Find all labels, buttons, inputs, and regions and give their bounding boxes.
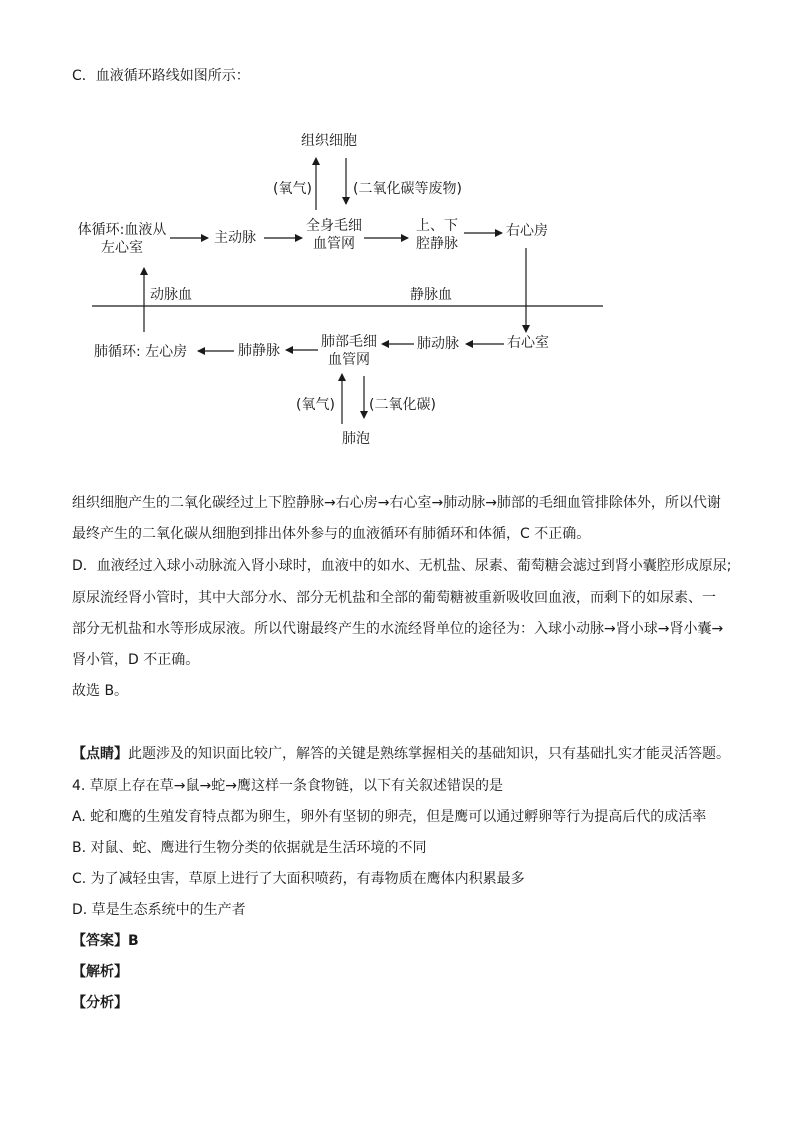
label-body-capillary xyxy=(304,217,364,253)
para-d-line3: 部分无机盐和水等形成尿液。所以代谢最终产生的水流经肾单位的途径为：入球小动脉→肾小球→肾小囊→ xyxy=(72,621,724,637)
conclusion-text: 故选 B。 xyxy=(72,683,129,699)
label-lung-capillary xyxy=(318,333,380,369)
para-d-line2: 原尿流经肾小管时，其中大部分水、部分无机盐和全部的葡萄糖被重新吸收回血液，而剩下的如尿素、一 xyxy=(72,590,716,606)
label-right-atrium: 右心房 xyxy=(506,223,548,239)
label-venous-blood: 静脉血 xyxy=(410,287,452,303)
label-aorta: 主动脉 xyxy=(214,230,256,246)
label-body-capillary-line1: 全身毛细 xyxy=(306,218,362,234)
question4-option-d: D. 草是生态系统中的生产者 xyxy=(72,902,246,918)
dianjing-paragraph xyxy=(72,744,730,764)
label-systemic-start xyxy=(74,221,170,257)
label-alveoli: 肺泡 xyxy=(342,431,370,447)
para-d-line1: D．血液经过入球小动脉流入肾小球时，血液中的如水、无机盐、尿素、葡萄糖会滤过到肾小囊腔形成原尿; xyxy=(72,558,732,574)
label-oxygen-bottom: (氧气) xyxy=(296,397,335,413)
label-pulmonary-artery: 肺动脉 xyxy=(417,336,459,352)
label-pulmonary-vein: 肺静脉 xyxy=(238,343,280,359)
label-vena-cava-line2: 腔静脉 xyxy=(416,236,458,252)
answer-value: B xyxy=(128,933,139,949)
label-tissue-cells: 组织细胞 xyxy=(301,133,357,149)
dianjing-tag: 【点睛】 xyxy=(72,746,128,762)
jiexi-tag: 【解析】 xyxy=(72,964,128,980)
label-lung-capillary-line1: 肺部毛细 xyxy=(321,334,377,350)
question4-option-a: A. 蛇和鹰的生殖发育特点都为卵生，卵外有坚韧的卵壳，但是鹰可以通过孵卵等行为提高后代的成活率 xyxy=(72,809,707,825)
dianjing-text: 此题涉及的知识面比较广，解答的关键是熟练掌握相关的基础知识，只有基础扎实才能灵活答题。 xyxy=(128,746,730,762)
question4-stem: 4. 草原上存在草→鼠→蛇→鹰这样一条食物链，以下有关叙述错误的是 xyxy=(72,778,503,794)
label-systemic-line1: 体循环:血液从 xyxy=(77,222,167,238)
label-vena-cava xyxy=(410,217,464,253)
label-co2-waste: (二氧化碳等废物) xyxy=(353,181,462,197)
para-d-line4: 肾小管，D 不正确。 xyxy=(72,652,200,668)
answer-line xyxy=(72,931,139,951)
label-systemic-line2: 左心室 xyxy=(101,240,143,256)
label-lung-capillary-line2: 血管网 xyxy=(328,352,370,368)
question4-option-b: B. 对鼠、蛇、鹰进行生物分类的依据就是生活环境的不同 xyxy=(72,840,427,856)
label-vena-cava-line1: 上、下 xyxy=(416,218,458,234)
fenxi-tag: 【分析】 xyxy=(72,995,128,1011)
para-c-line1: 组织细胞产生的二氧化碳经过上下腔静脉→右心房→右心室→肺动脉→肺部的毛细血管排除体外，所以代谢 xyxy=(72,495,721,511)
answer-tag: 【答案】 xyxy=(72,933,128,949)
section-c-heading: C．血液循环路线如图所示： xyxy=(72,68,250,84)
label-arterial-blood: 动脉血 xyxy=(150,287,192,303)
label-right-ventricle: 右心室 xyxy=(507,335,549,351)
label-co2-bottom: (二氧化碳) xyxy=(369,397,436,413)
question4-option-c: C. 为了减轻虫害，草原上进行了大面积喷药，有毒物质在鹰体内积累最多 xyxy=(72,871,525,887)
label-oxygen-top: (氧气) xyxy=(273,181,312,197)
label-body-capillary-line2: 血管网 xyxy=(313,236,355,252)
para-c-line2: 最终产生的二氧化碳从细胞到排出体外参与的血液循环有肺循环和体循，C 不正确。 xyxy=(72,526,591,542)
label-pulmonary-start: 肺循环: 左心房 xyxy=(94,344,188,360)
